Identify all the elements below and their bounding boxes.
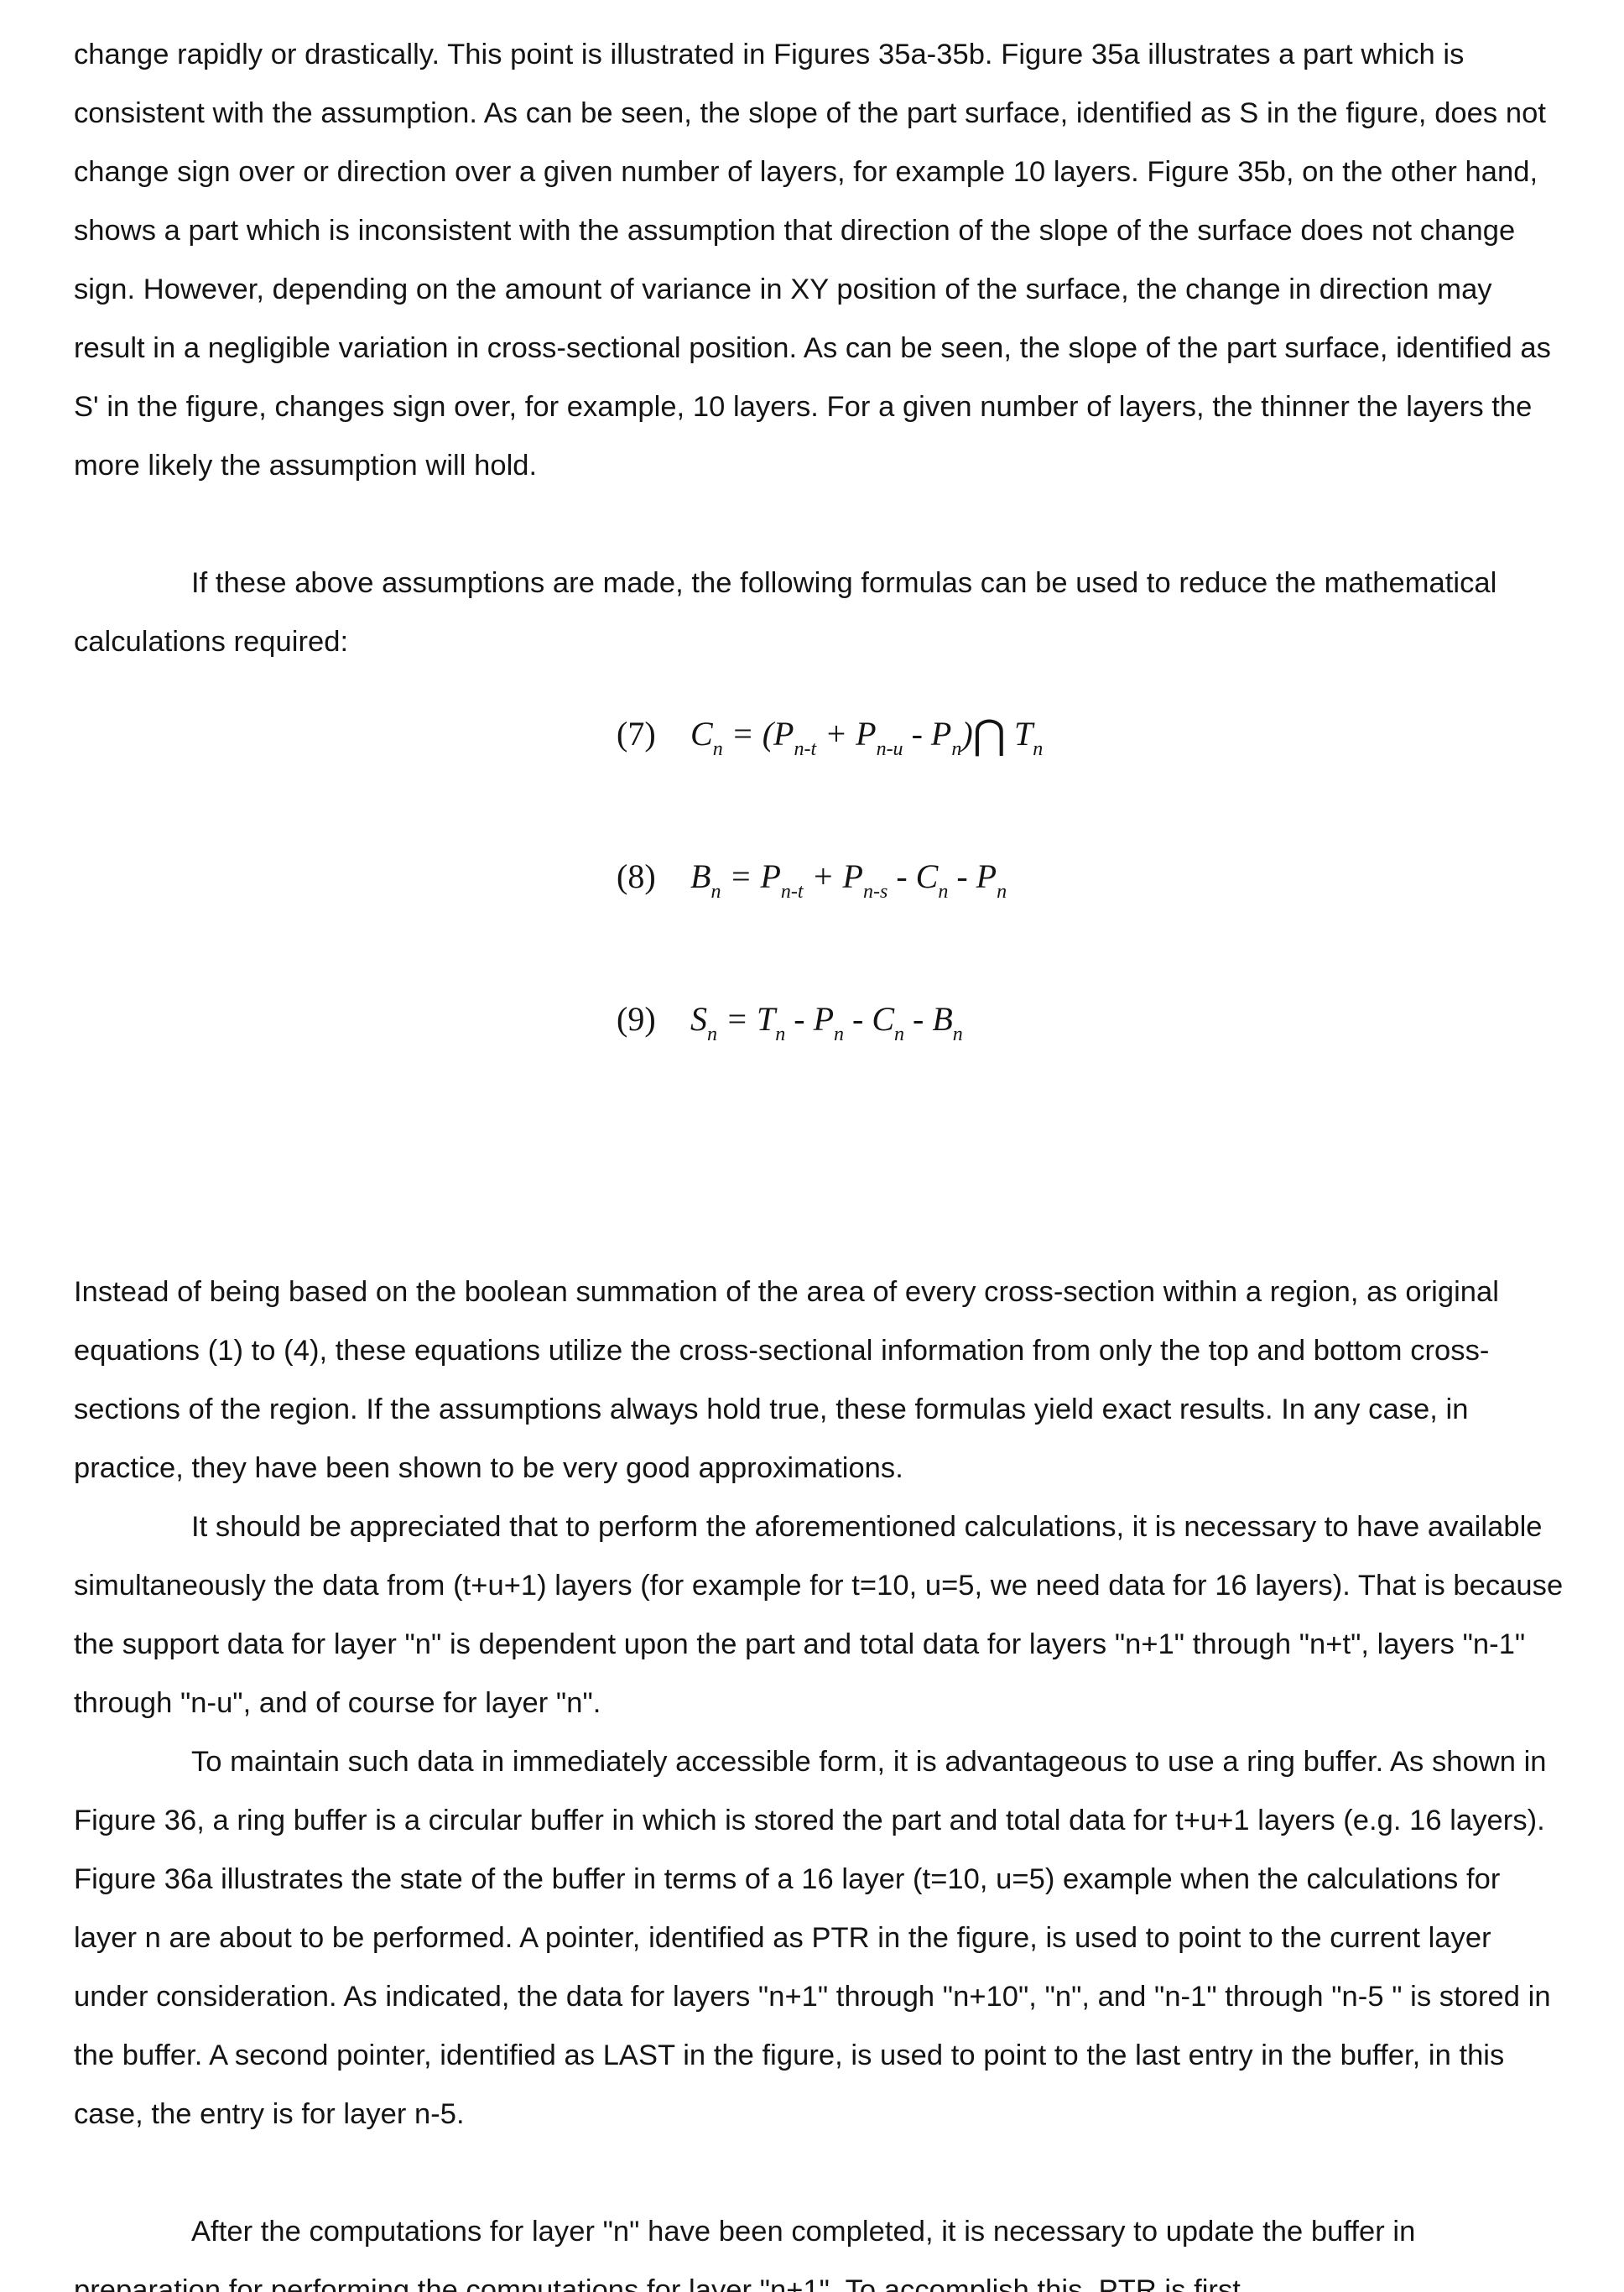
paragraph-buffer-update: After the computations for layer "n" have been completed, it is necessary to update the buffer in preparation for performing the computations for layer "n+1". To accomplish this, PTR is first [74,2202,1567,2292]
equation-8 [617,856,1007,913]
equation-number: (9) [617,998,682,1040]
equation-number: (7) [617,713,682,755]
equation-body: Bn = Pn-t + Pn-s - Cn - Pn [690,857,1007,895]
paragraph-assumption-illustration: change rapidly or drastically. This point is illustrated in Figures 35a-35b. Figure 35a illustrates a part which is consistent with the assumption. As can be seen, the slope of the part surface, identified as S in the figure, does not change sign over or direction over a given number of layers, for example 10 layers. Figure 35b, on the other hand, shows a part which is inconsistent with the assumption that direction of the slope of the surface does not change sign. However, depending on the amount of variance in XY position of the surface, the change in direction may result in a negligible variation in cross-sectional position. As can be seen, the slope of the part surface, identified as S' in the figure, changes sign over, for example, 10 layers. For a given number of layers, the thinner the layers the more likely the assumption will hold. [74,25,1567,495]
paragraph-boolean-summation: Instead of being based on the boolean summation of the area of every cross-section within a region, as original equations (1) to (4), these equations utilize the cross-sectional information from only the top and bottom cross-sections of the region. If the assumptions always hold true, these formulas yield exact results. In any case, in practice, they have been shown to be very good approximations. [74,1263,1567,1498]
equation-7 [617,713,1043,770]
equation-number: (8) [617,856,682,898]
equation-9 [617,998,963,1055]
paragraph-ring-buffer: To maintain such data in immediately accessible form, it is advantageous to use a ring buffer. As shown in Figure 36, a ring buffer is a circular buffer in which is stored the part and total data for t+u+1 layers (e.g. 16 layers). Figure 36a illustrates the state of the buffer in terms of a 16 layer (t=10, u=5) example when the calculations for layer n are about to be performed. A pointer, identified as PTR in the figure, is used to point to the current layer under consideration. As indicated, the data for layers "n+1" through "n+10", "n", and "n-1" through "n-5 " is stored in the buffer. A second pointer, identified as LAST in the figure, is used to point to the last entry in the buffer, in this case, the entry is for layer n-5. [74,1732,1567,2144]
document-page [0,0,1624,2292]
equation-body: Cn = (Pn-t + Pn-u - Pn)⋂ Tn [690,715,1043,753]
paragraph-data-layers: It should be appreciated that to perform the aforementioned calculations, it is necessary to have available simultaneously the data from (t+u+1) layers (for example for t=10, u=5, we need data for 16 layers). That is because the support data for layer "n" is dependent upon the part and total data for layers "n+1" through "n+t", layers "n-1" through "n-u", and of course for layer "n". [74,1498,1567,1732]
paragraph-formulas-intro: If these above assumptions are made, the following formulas can be used to reduce the mathematical calculations required: [74,554,1567,671]
intersection-symbol: ⋂ [973,713,1006,758]
equation-body: Sn = Tn - Pn - Cn - Bn [690,1000,963,1038]
